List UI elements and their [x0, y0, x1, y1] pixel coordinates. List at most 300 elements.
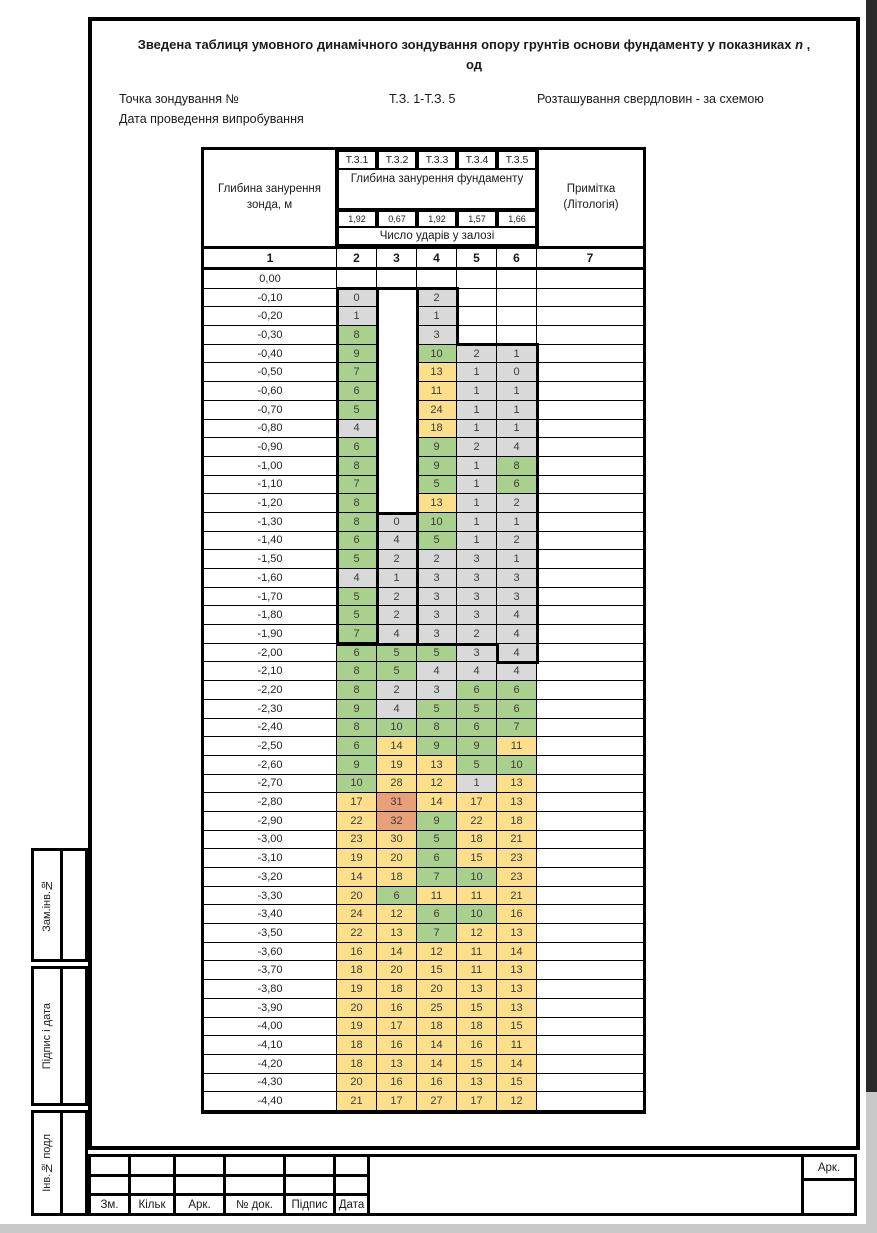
table-row [204, 737, 643, 756]
blow-count-cell: 14 [377, 737, 417, 756]
blow-count-cell: 20 [377, 961, 417, 980]
blow-count-cell: 4 [417, 662, 457, 681]
depth-cell: -3,60 [204, 943, 337, 962]
blow-count-cell: 4 [337, 420, 377, 439]
test-date-label: Дата проведення випробування [119, 112, 304, 126]
blow-count-cell: 4 [497, 438, 537, 457]
point-header-cell: Т.3.2 [377, 150, 417, 170]
depth-cell: -0,50 [204, 363, 337, 382]
title-block-empty-cell [91, 1157, 131, 1174]
title-block-empty-cell [131, 1157, 176, 1174]
blow-count-cell: 5 [457, 756, 497, 775]
foundation-depth-cell: 1,66 [497, 210, 537, 228]
points-header-group [337, 150, 537, 246]
note-cell [537, 887, 643, 906]
blow-count-cell: 19 [337, 849, 377, 868]
blow-count-cell: 24 [337, 905, 377, 924]
note-cell [537, 588, 643, 607]
blow-count-cell: 3 [497, 588, 537, 607]
foundation-depth-cell: 1,57 [457, 210, 497, 228]
note-cell [537, 1036, 643, 1055]
blow-count-cell: 4 [377, 625, 417, 644]
note-cell [537, 401, 643, 420]
stamp-empty-cell [63, 969, 85, 1103]
point-header-cell: Т.3.3 [417, 150, 457, 170]
point-labels-row [337, 150, 537, 170]
blow-count-cell [457, 326, 497, 345]
title-block-row [91, 1177, 370, 1197]
blow-count-cell: 1 [457, 401, 497, 420]
blow-count-cell [377, 420, 417, 439]
blow-count-cell: 15 [497, 1074, 537, 1093]
note-cell [537, 756, 643, 775]
blow-count-cell: 11 [457, 887, 497, 906]
stamp-label-cell [34, 851, 63, 959]
depth-cell: -2,50 [204, 737, 337, 756]
table-row [204, 345, 643, 364]
page-bottom-strip [0, 1224, 866, 1233]
blow-count-cell: 5 [337, 550, 377, 569]
table-row [204, 307, 643, 326]
blow-count-cell: 13 [417, 756, 457, 775]
depth-cell: -0,20 [204, 307, 337, 326]
table-row [204, 943, 643, 962]
table-row [204, 793, 643, 812]
blow-count-cell: 5 [417, 532, 457, 551]
blow-count-cell: 23 [337, 831, 377, 850]
blow-count-cell: 20 [417, 980, 457, 999]
blow-count-cell: 20 [377, 849, 417, 868]
blow-count-cell: 14 [497, 943, 537, 962]
blow-count-cell: 20 [337, 1074, 377, 1093]
sheet-number-box [804, 1181, 854, 1213]
title-block-sheet-column [804, 1157, 854, 1213]
blow-count-cell: 3 [417, 681, 457, 700]
note-cell [537, 999, 643, 1018]
title-block-empty-cell [226, 1177, 286, 1194]
borehole-location-note: Розташування свердловин - за схемою [537, 92, 764, 106]
blow-count-cell: 8 [417, 719, 457, 738]
blow-count-cell [497, 307, 537, 326]
blow-count-cell: 9 [417, 737, 457, 756]
stamp-label-cell [34, 969, 63, 1103]
blow-count-cell: 1 [457, 363, 497, 382]
depth-cell: -1,30 [204, 513, 337, 532]
column-number-cell: 2 [337, 249, 377, 267]
blow-count-cell: 18 [417, 420, 457, 439]
blow-count-cell: 6 [417, 905, 457, 924]
blow-count-cell: 9 [417, 812, 457, 831]
table-row [204, 924, 643, 943]
depth-cell: -3,30 [204, 887, 337, 906]
note-cell [537, 700, 643, 719]
title-block-empty-cell [176, 1177, 226, 1194]
note-cell [537, 831, 643, 850]
blow-count-cell: 6 [377, 887, 417, 906]
blow-count-cell: 6 [497, 681, 537, 700]
blow-count-cell: 5 [377, 662, 417, 681]
blow-count-cell: 7 [417, 868, 457, 887]
blow-count-cell: 30 [377, 831, 417, 850]
note-header-line1: Примітка [566, 183, 616, 196]
depth-cell: -2,00 [204, 644, 337, 663]
depth-cell: -4,00 [204, 1018, 337, 1037]
blow-count-cell: 3 [457, 588, 497, 607]
table-row [204, 961, 643, 980]
blow-count-cell: 8 [337, 494, 377, 513]
blow-count-cell: 14 [377, 943, 417, 962]
title-block-empty-cell [336, 1157, 370, 1174]
depth-cell: -1,70 [204, 588, 337, 607]
blow-count-cell [377, 457, 417, 476]
blow-count-cell [377, 270, 417, 289]
blow-count-cell: 4 [337, 569, 377, 588]
column-numbers-row [204, 246, 643, 270]
blow-count-cell: 1 [457, 457, 497, 476]
blow-count-cell: 10 [497, 756, 537, 775]
table-row [204, 719, 643, 738]
blow-count-cell: 0 [497, 363, 537, 382]
blow-count-cell: 15 [457, 849, 497, 868]
depth-cell: -3,80 [204, 980, 337, 999]
blow-count-cell: 13 [497, 793, 537, 812]
title-block-empty-cell [131, 1177, 176, 1194]
blow-count-cell: 6 [337, 438, 377, 457]
depth-cell: -4,10 [204, 1036, 337, 1055]
blow-count-cell: 24 [417, 401, 457, 420]
blow-count-cell: 10 [417, 345, 457, 364]
blow-count-cell: 3 [417, 326, 457, 345]
note-cell [537, 494, 643, 513]
blow-count-cell: 7 [497, 719, 537, 738]
blow-count-cell: 1 [497, 420, 537, 439]
blow-count-cell: 2 [457, 345, 497, 364]
title-block-empty-cell [336, 1177, 370, 1194]
depth-cell: -2,70 [204, 775, 337, 794]
blow-count-cell: 18 [377, 868, 417, 887]
blow-count-cell: 1 [497, 550, 537, 569]
blow-count-cell: 1 [497, 401, 537, 420]
blow-count-cell: 13 [497, 980, 537, 999]
table-row [204, 700, 643, 719]
table-row [204, 756, 643, 775]
title-block-label-cell: Дата [336, 1196, 370, 1213]
blow-count-cell: 6 [337, 644, 377, 663]
blow-count-cell [377, 289, 417, 308]
depth-cell: -3,50 [204, 924, 337, 943]
depth-cell: -1,10 [204, 476, 337, 495]
page-edge-dark-strip [866, 0, 877, 1092]
column-number-cell: 1 [204, 249, 337, 267]
note-cell [537, 961, 643, 980]
blow-count-cell: 5 [337, 606, 377, 625]
blow-count-cell: 6 [497, 476, 537, 495]
table-body [204, 270, 643, 1111]
blow-count-cell: 5 [337, 588, 377, 607]
depth-cell: -3,00 [204, 831, 337, 850]
blow-count-cell: 17 [337, 793, 377, 812]
blow-count-cell: 12 [377, 905, 417, 924]
blow-count-cell: 17 [457, 793, 497, 812]
foundation-depth-cell: 1,92 [337, 210, 377, 228]
note-cell [537, 812, 643, 831]
blow-count-cell: 11 [417, 382, 457, 401]
blow-count-cell [377, 326, 417, 345]
blow-count-cell: 23 [497, 868, 537, 887]
blow-count-cell: 7 [337, 363, 377, 382]
blow-count-cell: 18 [417, 1018, 457, 1037]
title-block-label-cell: Арк. [176, 1196, 226, 1213]
table-row [204, 868, 643, 887]
blow-count-cell: 6 [337, 382, 377, 401]
note-cell [537, 550, 643, 569]
blow-count-cell: 1 [497, 382, 537, 401]
page-title-n-symbol: n [795, 37, 804, 52]
blow-count-cell [377, 438, 417, 457]
table-row [204, 513, 643, 532]
blow-count-cell: 19 [337, 1018, 377, 1037]
table-row [204, 644, 643, 663]
note-cell [537, 289, 643, 308]
blow-count-cell: 31 [377, 793, 417, 812]
blow-count-cell: 13 [417, 494, 457, 513]
table-row [204, 980, 643, 999]
note-cell [537, 1074, 643, 1093]
blow-count-cell: 13 [417, 363, 457, 382]
note-cell [537, 569, 643, 588]
point-header-cell: Т.3.5 [497, 150, 537, 170]
blow-count-cell: 3 [457, 606, 497, 625]
blow-count-cell [337, 270, 377, 289]
table-row [204, 849, 643, 868]
blow-count-cell: 16 [417, 1074, 457, 1093]
blow-count-cell: 15 [457, 999, 497, 1018]
blow-count-cell: 14 [497, 1055, 537, 1074]
depth-cell: -2,10 [204, 662, 337, 681]
blow-count-cell: 13 [497, 775, 537, 794]
blow-count-cell: 8 [497, 457, 537, 476]
point-header-cell: Т.3.4 [457, 150, 497, 170]
note-cell [537, 1055, 643, 1074]
note-cell [537, 943, 643, 962]
table-row [204, 812, 643, 831]
blow-count-cell: 2 [417, 289, 457, 308]
note-cell [537, 719, 643, 738]
blow-count-cell: 10 [457, 868, 497, 887]
blow-count-cell: 13 [457, 980, 497, 999]
table-row [204, 1036, 643, 1055]
blow-count-cell: 3 [457, 569, 497, 588]
blow-count-cell [377, 476, 417, 495]
depth-cell: -4,40 [204, 1092, 337, 1111]
blow-count-cell: 16 [497, 905, 537, 924]
depth-cell: -1,60 [204, 569, 337, 588]
table-row [204, 999, 643, 1018]
column-number-cell: 6 [497, 249, 537, 267]
blow-count-cell [377, 307, 417, 326]
table-row [204, 588, 643, 607]
depth-column-header: Глибина занурення зонда, м [204, 150, 337, 246]
blow-count-cell: 11 [457, 943, 497, 962]
title-block-label-cell: № док. [226, 1196, 286, 1213]
blow-count-cell: 5 [417, 644, 457, 663]
blow-count-cell: 2 [377, 606, 417, 625]
blow-count-cell: 9 [457, 737, 497, 756]
blow-count-cell: 9 [417, 438, 457, 457]
drawing-frame [88, 17, 860, 1150]
note-cell [537, 307, 643, 326]
table-row [204, 476, 643, 495]
blow-count-cell: 15 [497, 1018, 537, 1037]
blow-count-cell: 15 [417, 961, 457, 980]
blow-count-cell [377, 382, 417, 401]
blow-count-cell: 27 [417, 1092, 457, 1111]
depth-cell: -1,20 [204, 494, 337, 513]
note-cell [537, 793, 643, 812]
depth-cell: -0,80 [204, 420, 337, 439]
table-header [204, 150, 643, 246]
depth-cell: -3,10 [204, 849, 337, 868]
blow-count-cell: 18 [337, 1055, 377, 1074]
stamp-label-text: Зам.інв.№ [41, 878, 53, 932]
depth-cell: -3,20 [204, 868, 337, 887]
depth-cell: -3,90 [204, 999, 337, 1018]
table-row [204, 625, 643, 644]
blow-count-cell: 6 [457, 719, 497, 738]
blow-count-cell: 11 [457, 961, 497, 980]
depth-cell: -1,40 [204, 532, 337, 551]
blow-count-cell: 1 [417, 307, 457, 326]
blow-count-cell: 14 [417, 1036, 457, 1055]
table-row [204, 831, 643, 850]
note-cell [537, 345, 643, 364]
blow-count-cell: 21 [497, 887, 537, 906]
blow-count-cell [497, 326, 537, 345]
note-cell [537, 476, 643, 495]
blow-count-cell: 14 [417, 793, 457, 812]
sounding-point-value: Т.З. 1-Т.З. 5 [389, 92, 456, 106]
foundation-depth-values-row [337, 210, 537, 228]
blow-count-cell: 4 [497, 644, 537, 663]
blow-count-cell: 23 [497, 849, 537, 868]
blow-count-cell [377, 401, 417, 420]
title-block-empty-cell [286, 1177, 336, 1194]
blow-count-cell: 10 [457, 905, 497, 924]
blow-count-cell: 9 [417, 457, 457, 476]
title-block-label-cell: Кільк [131, 1196, 176, 1213]
note-cell [537, 382, 643, 401]
blow-count-cell: 15 [457, 1055, 497, 1074]
blow-count-cell: 5 [417, 700, 457, 719]
stamp-box-pidpys-data [31, 966, 88, 1106]
table-row [204, 662, 643, 681]
blow-count-cell: 12 [417, 775, 457, 794]
blow-count-cell: 22 [337, 924, 377, 943]
blow-count-cell [497, 270, 537, 289]
foundation-depth-cell: 0,67 [377, 210, 417, 228]
blow-count-cell: 1 [457, 420, 497, 439]
table-row [204, 1055, 643, 1074]
title-block-empty-cell [91, 1177, 131, 1194]
blow-count-cell: 16 [377, 1074, 417, 1093]
note-cell [537, 625, 643, 644]
stamp-box-inv-pidl [31, 1110, 88, 1216]
blow-count-cell: 17 [457, 1092, 497, 1111]
depth-cell: -0,10 [204, 289, 337, 308]
note-cell [537, 681, 643, 700]
blow-count-cell: 7 [337, 476, 377, 495]
blow-count-cell: 3 [417, 606, 457, 625]
blow-count-cell: 1 [457, 513, 497, 532]
table-row [204, 289, 643, 308]
table-row [204, 1092, 643, 1111]
blow-count-cell: 17 [377, 1018, 417, 1037]
blow-count-cell: 11 [497, 737, 537, 756]
depth-cell: -2,20 [204, 681, 337, 700]
depth-cell: -0,30 [204, 326, 337, 345]
blow-count-cell: 1 [457, 476, 497, 495]
title-block-empty-cell [226, 1157, 286, 1174]
blow-count-cell: 2 [497, 532, 537, 551]
blow-count-cell: 8 [337, 457, 377, 476]
depth-cell: -3,70 [204, 961, 337, 980]
blow-count-cell: 4 [457, 662, 497, 681]
blow-count-cell: 13 [497, 924, 537, 943]
table-row [204, 382, 643, 401]
blow-count-cell: 12 [457, 924, 497, 943]
blow-count-cell: 13 [497, 999, 537, 1018]
sheet-number-label: Арк. [804, 1157, 854, 1181]
depth-cell: -0,70 [204, 401, 337, 420]
blow-count-cell: 3 [417, 569, 457, 588]
blow-count-cell: 1 [457, 532, 497, 551]
note-cell [537, 849, 643, 868]
page-title-text: Зведена таблиця умовного динамічного зондування опору грунтів основи фундаменту у показниках [137, 37, 796, 52]
blow-count-cell [377, 494, 417, 513]
depth-cell: -2,80 [204, 793, 337, 812]
depth-cell: -1,00 [204, 457, 337, 476]
blow-count-cell: 5 [457, 700, 497, 719]
table-row [204, 1018, 643, 1037]
blow-count-cell: 6 [337, 532, 377, 551]
blow-count-cell: 3 [417, 588, 457, 607]
depth-cell: -2,60 [204, 756, 337, 775]
title-block-empty-cell [286, 1157, 336, 1174]
blow-count-cell: 19 [337, 980, 377, 999]
note-cell [537, 905, 643, 924]
blow-count-cell: 11 [417, 887, 457, 906]
stamp-label-text: Інв.№ подл [41, 1134, 53, 1192]
note-cell [537, 420, 643, 439]
note-cell [537, 1092, 643, 1111]
blow-count-cell: 8 [337, 513, 377, 532]
blow-count-cell: 4 [497, 662, 537, 681]
blow-count-cell: 7 [417, 924, 457, 943]
sounding-point-label: Точка зондування № [119, 92, 239, 106]
blow-count-cell: 4 [497, 625, 537, 644]
blow-count-cell: 25 [417, 999, 457, 1018]
blow-count-cell [417, 270, 457, 289]
note-cell [537, 438, 643, 457]
blow-count-cell: 1 [377, 569, 417, 588]
page-title-units: од [465, 56, 483, 72]
blow-count-cell: 5 [377, 644, 417, 663]
note-cell [537, 662, 643, 681]
table-row [204, 270, 643, 289]
blow-count-cell: 18 [457, 1018, 497, 1037]
blow-count-cell: 12 [417, 943, 457, 962]
note-cell [537, 532, 643, 551]
